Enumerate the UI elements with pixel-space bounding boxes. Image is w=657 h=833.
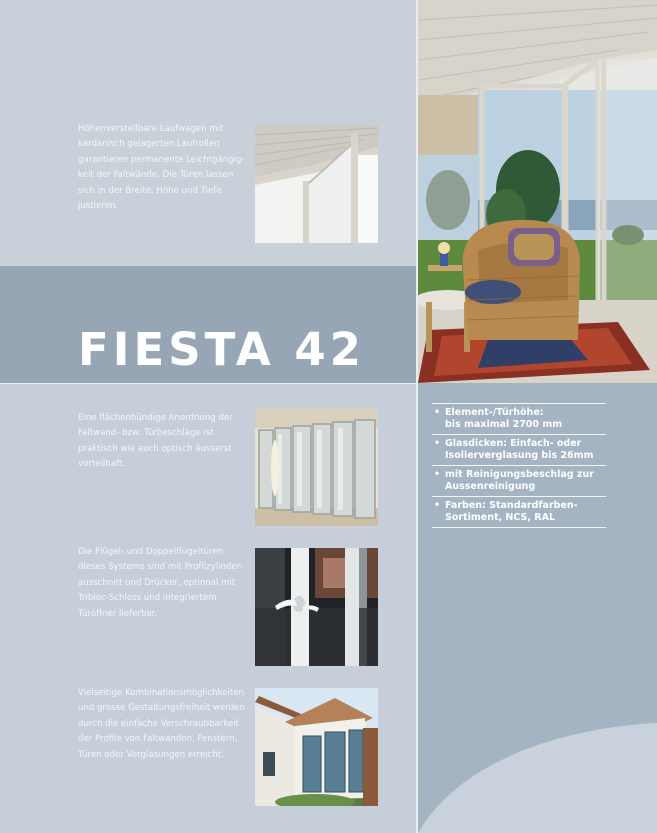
spec-item-colors bbox=[432, 497, 606, 527]
paragraph-combinations: Vielseitige Kombinationsmöglichkeiten und grosse Gestaltungsfreiheit werden durch die einfache Verschraubbarkeit der Profile von Faltwänden, Fenstern, Türen oder Verglasungen erreicht. bbox=[78, 688, 245, 760]
spec-item-height bbox=[432, 404, 606, 434]
spec-item-glass bbox=[432, 435, 606, 465]
divider-horizontal bbox=[0, 383, 416, 384]
spec-line: Glasdicken: Einfach- oder bbox=[445, 438, 582, 449]
paragraph-door-options: Die Flügel- und Doppelflügeltüren dieses Systems sind mit Profilzylinder-ausschnitt und Drücker, optional mit Tribloc-Schloss und integriertem Türöffner lieferbar. bbox=[78, 547, 243, 619]
spec-rule bbox=[432, 527, 606, 528]
paragraph-flush-hardware: Eine flächenbündige Anordnung der Faltwand- bzw. Türbeschläge ist praktisch wie auch optisch äusserst vorteilhaft. bbox=[78, 413, 233, 470]
spec-item-cleaning bbox=[432, 466, 606, 496]
spec-line: Isolierverglasung bis 26mm bbox=[445, 450, 594, 461]
spec-line: mit Reinigungsbeschlag zur bbox=[445, 469, 594, 480]
spec-line: bis maximal 2700 mm bbox=[445, 419, 563, 430]
spec-line: Aussenreinigung bbox=[445, 481, 536, 492]
spec-line: Element-/Türhöhe: bbox=[445, 407, 544, 418]
bullet-icon: • bbox=[434, 438, 441, 449]
photo-conservatory-hero bbox=[418, 0, 657, 383]
spec-line: Farben: Standardfarben- bbox=[445, 500, 578, 511]
page-title: FIESTA 42 bbox=[78, 323, 365, 376]
bullet-icon: • bbox=[434, 469, 441, 480]
photo-door-roller-detail bbox=[255, 125, 378, 243]
spec-line: Sortiment, NCS, RAL bbox=[445, 512, 555, 523]
paragraph-running-gear: Höhenverstellbare Laufwagen mit kardanisch gelagerten Laufrollen garantieren permanente Leichtgängig-keit der Faltwände. Die Türen lassen sich in der Breite, Höhe und Tiefe justieren. bbox=[78, 124, 245, 212]
photo-glass-wall-interior bbox=[255, 408, 378, 526]
specs-list bbox=[432, 403, 606, 528]
photo-house-exterior bbox=[255, 688, 378, 806]
bullet-icon: • bbox=[434, 407, 441, 418]
bullet-icon: • bbox=[434, 500, 441, 511]
photo-door-handle bbox=[255, 548, 378, 666]
